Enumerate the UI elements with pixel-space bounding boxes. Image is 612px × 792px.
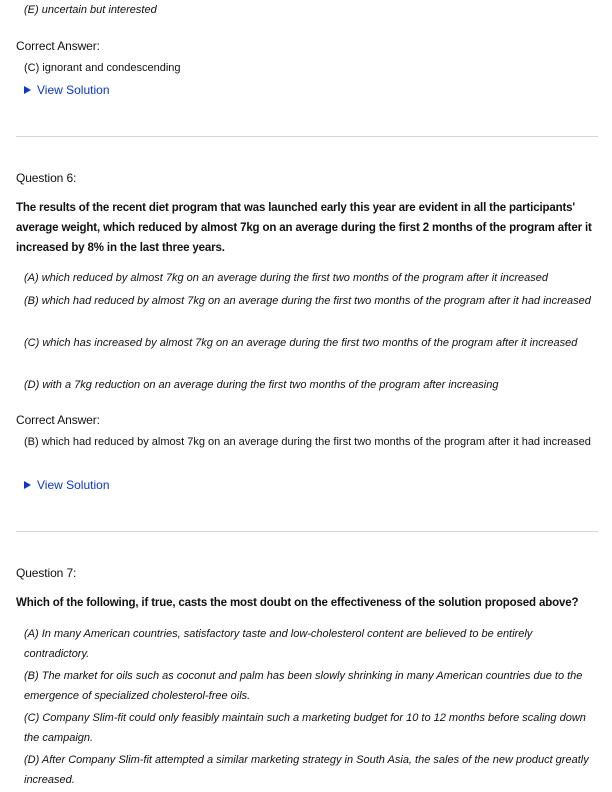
divider xyxy=(16,136,598,137)
q6-option-c[interactable]: (C) which has increased by almost 7kg on an average during the first two months of the program after it increased xyxy=(24,337,578,349)
prev-correct-answer: (C) ignorant and condescending xyxy=(24,62,181,74)
prev-correct-answer-label: Correct Answer: xyxy=(16,39,100,53)
question-7-stem: Which of the following, if true, casts the most doubt on the effectiveness of the solution proposed above? xyxy=(16,597,579,609)
q7-option-b[interactable]: (B) The market for oils such as coconut and palm has been slowly shrinking in many American countries due to the emergence of specialized cholesterol-free oils. xyxy=(24,670,583,702)
prev-view-solution-link[interactable] xyxy=(16,82,596,98)
view-solution-label: View Solution xyxy=(37,83,110,97)
q6-option-d[interactable]: (D) with a 7kg reduction on an average during the first two months of the program after increasing xyxy=(24,379,499,391)
play-triangle-icon xyxy=(24,481,31,489)
question-7-title: Question 7: xyxy=(16,566,77,580)
question-6-stem: The results of the recent diet program that was launched early this year are evident in all the participants' average weight, which reduced by almost 7kg on an average during the first 2 months of the program after it increased by 8% in the last three years. xyxy=(16,202,592,254)
view-solution-label: View Solution xyxy=(37,478,110,492)
q6-correct-answer: (B) which had reduced by almost 7kg on an average during the first two months of the program after it had increased xyxy=(24,436,591,448)
prev-option-e: (E) uncertain but interested xyxy=(24,4,157,16)
q7-option-d[interactable]: (D) After Company Slim-fit attempted a similar marketing strategy in South Asia, the sales of the new product greatly increased. xyxy=(24,754,589,786)
q6-option-b[interactable]: (B) which had reduced by almost 7kg on an average during the first two months of the program after it had increased xyxy=(24,295,591,307)
divider xyxy=(16,531,598,532)
q6-option-a[interactable]: (A) which reduced by almost 7kg on an average during the first two months of the program after it increased xyxy=(24,272,548,284)
q7-option-a[interactable]: (A) In many American countries, satisfactory taste and low-cholesterol content are believed to be entirely contradictory. xyxy=(24,628,533,660)
q7-option-c[interactable]: (C) Company Slim-fit could only feasibly maintain such a marketing budget for 10 to 12 months before scaling down the campaign. xyxy=(24,712,586,744)
q6-correct-answer-label: Correct Answer: xyxy=(16,413,100,427)
q6-view-solution-link[interactable] xyxy=(16,477,596,493)
play-triangle-icon xyxy=(24,86,31,94)
question-6-title: Question 6: xyxy=(16,171,77,185)
